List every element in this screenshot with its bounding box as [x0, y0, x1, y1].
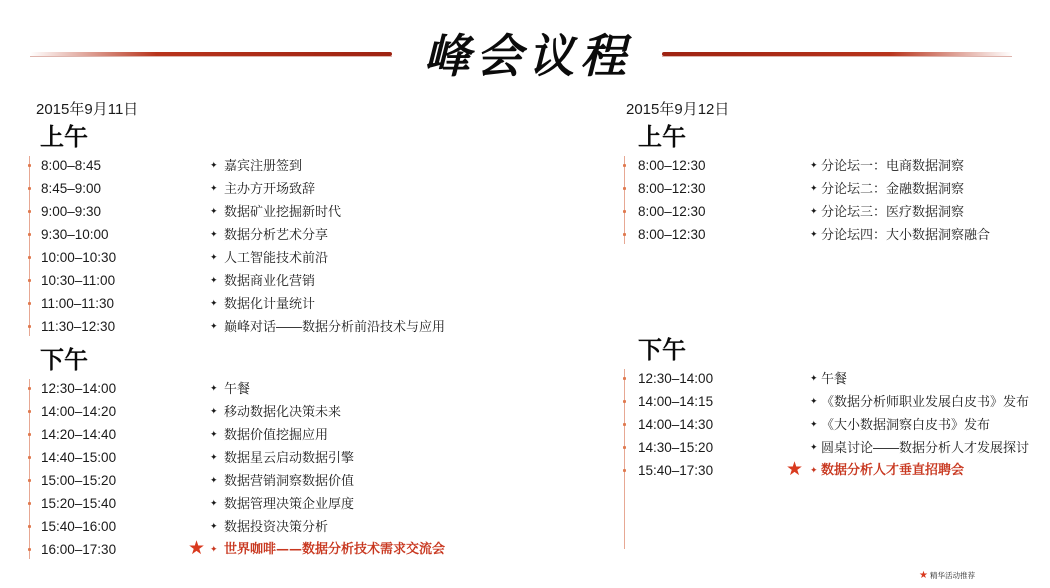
timeline-dot — [28, 433, 31, 436]
timeline-dot — [28, 233, 31, 236]
schedule-row — [626, 436, 1046, 459]
bullet-icon: ✦ — [210, 475, 218, 485]
schedule-row — [36, 469, 596, 492]
timeline-dot — [623, 210, 626, 213]
time-slot: 8:00–12:30 — [638, 158, 706, 173]
schedule-row — [36, 400, 596, 423]
activity-name: 移动数据化决策未来 — [224, 404, 342, 419]
bullet-icon: ✦ — [810, 373, 818, 383]
time-slot: 12:30–14:00 — [41, 381, 117, 396]
bullet-icon: ✦ — [210, 544, 218, 554]
bullet-icon: ✦ — [210, 406, 218, 416]
schedule-row — [36, 377, 596, 400]
bullet-icon: ✦ — [810, 160, 818, 170]
timeline-dot — [28, 456, 31, 459]
bullet-icon: ✦ — [210, 521, 218, 531]
timeline-dot — [28, 164, 31, 167]
time-slot: 9:30–10:00 — [41, 227, 109, 242]
day-date: 2015年9月11日 — [36, 101, 139, 118]
timeline-dot — [28, 325, 31, 328]
timeline-dot — [623, 233, 626, 236]
time-slot: 12:30–14:00 — [638, 371, 714, 386]
time-slot: 8:00–8:45 — [41, 158, 102, 173]
time-slot: 8:45–9:00 — [41, 181, 102, 196]
time-slot: 15:20–15:40 — [41, 496, 117, 511]
schedule-row — [36, 292, 596, 315]
schedule-row — [36, 515, 596, 538]
activity-name: 《数据分析师职业发展白皮书》发布 — [821, 394, 1030, 409]
bullet-icon: ✦ — [210, 321, 218, 331]
bullet-icon: ✦ — [810, 183, 818, 193]
activity-name: 巅峰对话——数据分析前沿技术与应用 — [224, 319, 446, 334]
activity-name: 数据投资决策分析 — [224, 519, 329, 534]
schedule-row — [626, 177, 1046, 200]
morning-heading: 上午 — [638, 122, 686, 151]
timeline-dot — [28, 256, 31, 259]
schedule-row — [36, 223, 596, 246]
morning-schedule — [36, 154, 596, 338]
timeline-dot — [28, 410, 31, 413]
time-slot: 14:00–14:20 — [41, 404, 117, 419]
activity-name: 《大小数据洞察白皮书》发布 — [821, 417, 991, 432]
legend-label: 精华活动推荐 — [929, 571, 975, 580]
activity-name: 分论坛三：医疗数据洞察 — [821, 204, 965, 219]
timeline-track — [624, 369, 625, 549]
bullet-icon: ✦ — [210, 252, 218, 262]
star-icon: ★ — [188, 538, 206, 559]
afternoon-heading: 下午 — [638, 335, 686, 364]
timeline-dot — [623, 400, 626, 403]
legend — [919, 569, 975, 583]
activity-name: 数据营销洞察数据价值 — [224, 473, 355, 488]
timeline-track — [29, 379, 30, 559]
activity-name: 数据星云启动数据引擎 — [224, 450, 355, 465]
activity-name: 分论坛二：金融数据洞察 — [821, 181, 965, 196]
timeline-dot — [623, 469, 626, 472]
timeline-dot — [28, 525, 31, 528]
activity-name: 数据分析艺术分享 — [224, 227, 329, 242]
bullet-icon: ✦ — [810, 396, 818, 406]
activity-name: 午餐 — [224, 381, 251, 396]
time-slot: 8:00–12:30 — [638, 204, 706, 219]
bullet-icon: ✦ — [810, 206, 818, 216]
schedule-row — [626, 154, 1046, 177]
bullet-icon: ✦ — [210, 498, 218, 508]
activity-name: 分论坛四：大小数据洞察融合 — [821, 227, 991, 242]
schedule-row — [626, 223, 1046, 246]
timeline-dot — [28, 279, 31, 282]
day-2-column — [626, 100, 1046, 482]
activity-name: 分论坛一：电商数据洞察 — [821, 158, 965, 173]
bullet-icon: ✦ — [210, 275, 218, 285]
bullet-icon: ✦ — [210, 383, 218, 393]
time-slot: 8:00–12:30 — [638, 181, 706, 196]
schedule-row — [626, 367, 1046, 390]
timeline-dot — [28, 502, 31, 505]
bullet-icon: ✦ — [210, 229, 218, 239]
schedule-row — [36, 200, 596, 223]
morning-schedule — [626, 154, 1046, 246]
schedule-row — [626, 200, 1046, 223]
activity-name: 数据商业化营销 — [224, 273, 316, 288]
time-slot: 11:30–12:30 — [41, 319, 116, 334]
timeline-dot — [623, 423, 626, 426]
schedule-row — [36, 177, 596, 200]
bullet-icon: ✦ — [210, 429, 218, 439]
timeline-dot — [28, 479, 31, 482]
time-slot: 14:30–15:20 — [638, 440, 714, 455]
schedule-row-featured — [626, 459, 1046, 482]
day-1-column — [36, 100, 596, 561]
timeline-dot — [623, 164, 626, 167]
activity-name: 圆桌讨论——数据分析人才发展探讨 — [821, 440, 1030, 455]
afternoon-schedule — [36, 377, 596, 561]
timeline-track — [29, 156, 30, 336]
schedule-row — [626, 413, 1046, 436]
afternoon-heading: 下午 — [40, 345, 88, 374]
time-slot: 9:00–9:30 — [41, 204, 102, 219]
schedule-row-featured — [36, 538, 596, 561]
schedule-row — [36, 446, 596, 469]
time-slot: 16:00–17:30 — [41, 542, 117, 557]
schedule-row — [36, 423, 596, 446]
timeline-dot — [28, 302, 31, 305]
time-slot: 14:40–15:00 — [41, 450, 117, 465]
activity-name: 数据矿业挖掘新时代 — [224, 204, 342, 219]
bullet-icon: ✦ — [210, 183, 218, 193]
time-slot: 14:20–14:40 — [41, 427, 117, 442]
time-slot: 15:00–15:20 — [41, 473, 117, 488]
time-slot: 8:00–12:30 — [638, 227, 706, 242]
star-icon: ★ — [919, 570, 928, 581]
time-slot: 15:40–16:00 — [41, 519, 117, 534]
bullet-icon: ✦ — [810, 442, 818, 452]
bullet-icon: ✦ — [810, 419, 818, 429]
timeline-dot — [623, 187, 626, 190]
activity-name: 数据管理决策企业厚度 — [224, 496, 355, 511]
timeline-dot — [623, 446, 626, 449]
bullet-icon: ✦ — [810, 465, 818, 475]
bullet-icon: ✦ — [210, 160, 218, 170]
timeline-dot — [28, 387, 31, 390]
activity-name: 世界咖啡——数据分析技术需求交流会 — [224, 542, 446, 557]
bullet-icon: ✦ — [210, 298, 218, 308]
activity-name: 数据分析人才垂直招聘会 — [821, 463, 965, 478]
morning-heading: 上午 — [40, 122, 88, 151]
time-slot: 11:00–11:30 — [41, 296, 115, 311]
title-divider-left — [30, 52, 392, 56]
timeline-dot — [28, 548, 31, 551]
timeline-dot — [28, 187, 31, 190]
schedule-row — [36, 246, 596, 269]
activity-name: 主办方开场致辞 — [224, 181, 316, 196]
schedule-row — [36, 154, 596, 177]
time-slot: 15:40–17:30 — [638, 463, 714, 478]
schedule-row — [36, 492, 596, 515]
day-date: 2015年9月12日 — [626, 101, 730, 118]
title-divider-right — [662, 52, 1012, 56]
timeline-dot — [623, 377, 626, 380]
schedule-row — [36, 269, 596, 292]
page-title: 峰会议程 — [424, 29, 632, 83]
bullet-icon: ✦ — [810, 229, 818, 239]
bullet-icon: ✦ — [210, 452, 218, 462]
timeline-track — [624, 156, 625, 244]
time-slot: 14:00–14:15 — [638, 394, 714, 409]
schedule-row — [626, 390, 1046, 413]
activity-name: 数据价值挖掘应用 — [224, 427, 329, 442]
star-icon: ★ — [786, 459, 804, 480]
activity-name: 午餐 — [821, 371, 848, 386]
schedule-row — [36, 315, 596, 338]
time-slot: 10:00–10:30 — [41, 250, 117, 265]
activity-name: 人工智能技术前沿 — [224, 250, 329, 265]
title-bar — [0, 26, 1050, 86]
activity-name: 嘉宾注册签到 — [224, 158, 303, 173]
time-slot: 14:00–14:30 — [638, 417, 714, 432]
activity-name: 数据化计量统计 — [224, 296, 316, 311]
timeline-dot — [28, 210, 31, 213]
bullet-icon: ✦ — [210, 206, 218, 216]
time-slot: 10:30–11:00 — [41, 273, 116, 288]
afternoon-schedule — [626, 367, 1046, 482]
